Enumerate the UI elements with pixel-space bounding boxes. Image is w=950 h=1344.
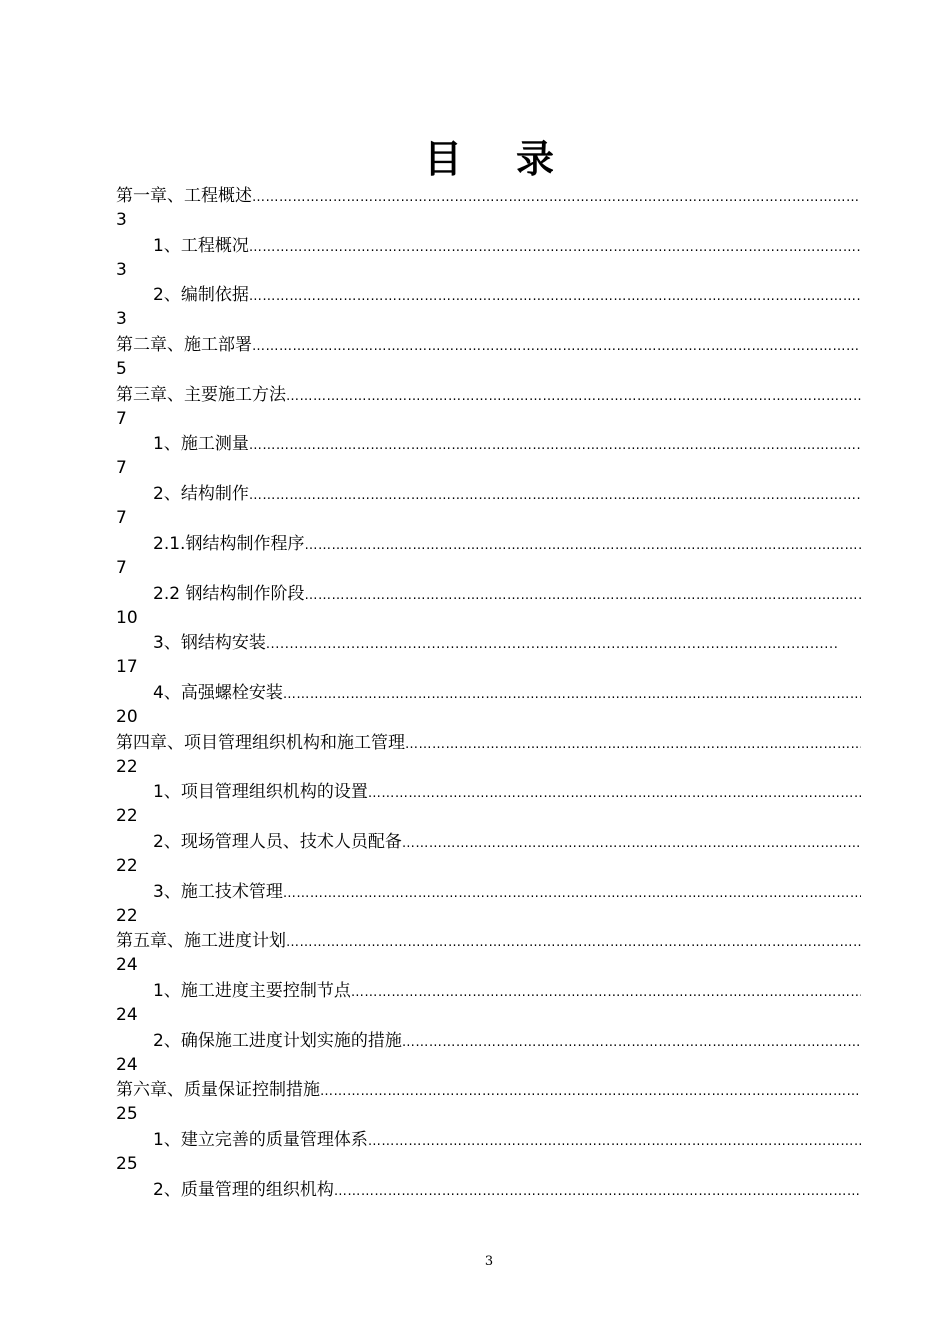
toc-entry[interactable] <box>116 779 861 829</box>
page-number: 3 <box>484 1254 494 1269</box>
dot-leader <box>249 286 861 308</box>
toc-entry[interactable] <box>116 829 861 879</box>
toc-entry[interactable] <box>116 1077 861 1127</box>
toc-entry-page: 7 <box>116 408 127 429</box>
toc-entry[interactable] <box>116 1028 861 1078</box>
toc-entry-label: 4、高强螺栓安装 <box>153 682 283 703</box>
toc-entry-label: 第六章、质量保证控制措施 <box>116 1080 320 1101</box>
title-char-2: 录 <box>516 137 557 181</box>
toc-entry[interactable] <box>116 1177 861 1227</box>
toc-entry-label: 1、施工进度主要控制节点 <box>153 981 351 1001</box>
toc-entry[interactable] <box>116 282 861 332</box>
toc-entry[interactable] <box>116 1127 861 1177</box>
toc-entry-page: 17 <box>116 657 138 678</box>
toc-entry[interactable] <box>116 630 861 680</box>
dot-leader <box>249 435 861 457</box>
toc-entry-label: 2、现场管理人员、技术人员配备 <box>153 831 402 852</box>
toc-entry-page: 22 <box>116 756 138 777</box>
toc-entry-page: 24 <box>116 955 138 976</box>
toc-entry-label: 1、施工测量 <box>153 434 249 455</box>
dot-leader <box>402 1032 861 1054</box>
table-of-contents <box>116 183 861 1226</box>
dot-leader <box>249 237 861 259</box>
toc-entry-label: 1、项目管理组织机构的设置 <box>153 782 368 803</box>
toc-entry-label: 1、建立完善的质量管理体系 <box>153 1130 368 1151</box>
dot-leader <box>304 535 861 557</box>
toc-entry-page: 22 <box>116 905 138 926</box>
dot-leader <box>252 187 861 209</box>
toc-entry-page: 5 <box>116 359 127 380</box>
toc-entry-label: 第一章、工程概述 <box>116 186 252 206</box>
dot-leader <box>283 883 861 905</box>
dot-leader <box>402 833 861 855</box>
toc-entry[interactable] <box>116 680 861 730</box>
toc-entry-page: 22 <box>116 855 138 876</box>
toc-entry[interactable] <box>116 928 861 978</box>
dot-leader <box>405 734 861 756</box>
toc-entry-label: 2、编制依据 <box>153 285 249 306</box>
toc-entry-label: 2、结构制作 <box>153 484 249 505</box>
toc-entry-page: 7 <box>116 557 127 578</box>
toc-entry-page: 3 <box>116 309 127 330</box>
dot-leader <box>252 336 861 358</box>
toc-entry-page: 7 <box>116 458 127 479</box>
toc-entry[interactable] <box>116 431 861 481</box>
toc-entry-page: 3 <box>116 210 127 230</box>
toc-entry[interactable] <box>116 382 861 432</box>
dot-leader <box>368 1131 861 1153</box>
toc-entry-page: 25 <box>116 1104 138 1125</box>
toc-entry-page: 24 <box>116 1054 138 1075</box>
toc-entry[interactable] <box>116 481 861 531</box>
toc-entry-label: 第二章、施工部署 <box>116 335 252 356</box>
toc-entry[interactable] <box>116 233 861 283</box>
toc-entry-page: 7 <box>116 508 127 529</box>
dot-leader <box>334 1181 861 1203</box>
toc-entry[interactable] <box>116 183 861 233</box>
toc-entry-page: 25 <box>116 1154 138 1175</box>
toc-entry-label: 第四章、项目管理组织机构和施工管理 <box>116 732 405 753</box>
toc-entry[interactable] <box>116 978 861 1028</box>
toc-entry-page: 22 <box>116 806 138 827</box>
toc-entry[interactable] <box>116 332 861 382</box>
dot-leader <box>351 982 861 1004</box>
page-title <box>0 128 950 183</box>
dot-leader <box>249 485 861 507</box>
title-char-1: 目 <box>423 137 464 181</box>
toc-entry[interactable] <box>116 879 861 929</box>
toc-entry-page: 3 <box>116 259 127 280</box>
toc-entry-label: 3、钢结构安装 <box>153 633 266 654</box>
toc-entry-label: 1、工程概况 <box>153 235 249 256</box>
toc-entry-label: 2.1.钢结构制作程序 <box>153 533 305 554</box>
toc-entry[interactable] <box>116 730 861 780</box>
toc-entry-label: 第五章、施工进度计划 <box>116 931 286 952</box>
toc-entry-page: 20 <box>116 706 138 727</box>
toc-entry-page: 24 <box>116 1005 138 1025</box>
toc-entry[interactable] <box>116 531 861 581</box>
dot-leader <box>304 585 861 607</box>
toc-entry[interactable] <box>116 581 861 631</box>
toc-entry-label: 3、施工技术管理 <box>153 881 283 902</box>
toc-entry-page: 10 <box>116 607 138 628</box>
toc-entry-label: 2.2 钢结构制作阶段 <box>153 583 305 604</box>
dot-leader <box>283 684 861 706</box>
dot-leader <box>286 932 861 954</box>
toc-entry-label: 2、确保施工进度计划实施的措施 <box>153 1030 402 1051</box>
dot-leader <box>286 386 861 408</box>
toc-entry-label: 第三章、主要施工方法 <box>116 384 286 405</box>
dot-leader <box>368 783 861 805</box>
dot-leader <box>320 1081 861 1103</box>
toc-entry-label: 2、质量管理的组织机构 <box>153 1179 334 1200</box>
dot-leader <box>266 634 839 656</box>
